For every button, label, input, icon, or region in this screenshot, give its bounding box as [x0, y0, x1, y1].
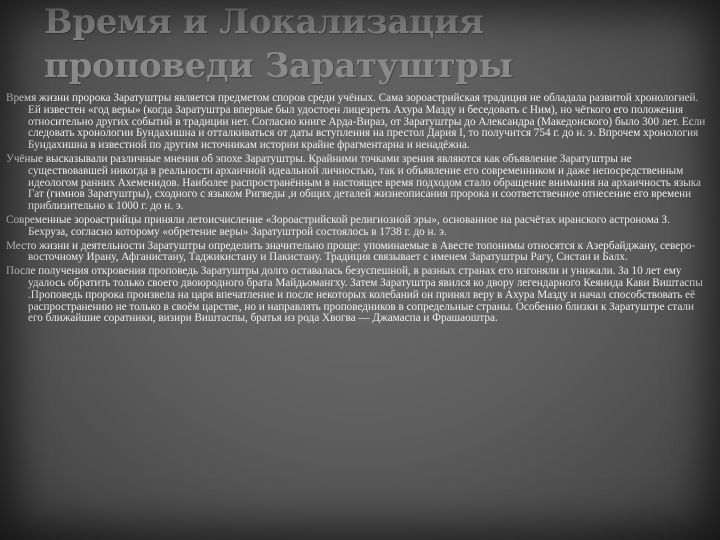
paragraph: После получения откровения проповедь Заратуштры долго оставалась безуспешной, в разных странах его изгоняли и унижали. За 10 лет ему удалось обратить только своего двоюродного брата Майдьомангху. Затем Заратуштра явился ко двору легендарного Кеянида Кави Виштаспы .Проповедь пророка произвела на царя впечатление и после некоторых колебаний он принял веру в Ахура Мазду и начал способствовать её распространению не только в своём царстве, но и направлять проповедников в сопредельные страны. Особенно близки к Заратуштре стали его ближайшие соратники, визири Виштаспы, братья из рода Хвогва — Джамаспа и Фрашаоштра.	[6, 265, 703, 325]
slide-title: Время и Локализация проповеди Заратуштры	[44, 2, 513, 86]
paragraph: Место жизни и деятельности Заратуштры определить значительно проще: упоминаемые в Авесте топонимы относятся к Азербайджану, северо-восточному Ирану, Афганистану, Таджикистану и Пакистану. Традиция связывает с именем Заратуштры Рагу, Систан и Балх.	[6, 239, 696, 264]
paragraph: Учёные высказывали различные мнения об эпохе Заратуштры. Крайними точками зрения являются как объявление Заратуштры не существовавшей никогда в реальности архаичной идеальной личностью, так и объявление его современником и даже непосредственным идеологом ранних Ахеменидов. Наиболее распространённым в настоящее время подходом стало обращение внимания на архаичность языка Гат (гимнов Заратуштры), сходного с языком Ригведы ,и общих деталей жизнеописания пророка и соответственное отнесение его времени приблизительно к 1000 г. до н. э.	[6, 152, 702, 213]
slide-body	[6, 93, 710, 327]
paragraph: Время жизни пророка Заратуштры является предметом споров среди учёных. Сама зороастрийская традиция не обладала развитой хронологией. Ей известен «год веры» (когда Заратуштра впервые был удостоен лицезреть Ахура Мазду и беседовать с Ним), но чёткого его положения относительно других событий в традиции нет. Согласно книге Арда-Вираз, от Заратуштры до Александра (Македонского) было 300 лет. Если следовать хронологии Бундахишна и отталкиваться от даты вступления на престол Дария I, то получится 754 г. до н. э. Впрочем хронология Бундахишна в известной по другим источникам истории крайне фрагментарна и ненадёжна.	[6, 92, 706, 152]
paragraph: Современные зороастрийцы приняли летоисчисление «Зороастрийской религиозной эры», основанное на расчётах иранского астронома З. Бехруза, согласно которому «обретение веры» Заратуштрой состоялось в 1738 г. до н. э.	[6, 213, 670, 238]
